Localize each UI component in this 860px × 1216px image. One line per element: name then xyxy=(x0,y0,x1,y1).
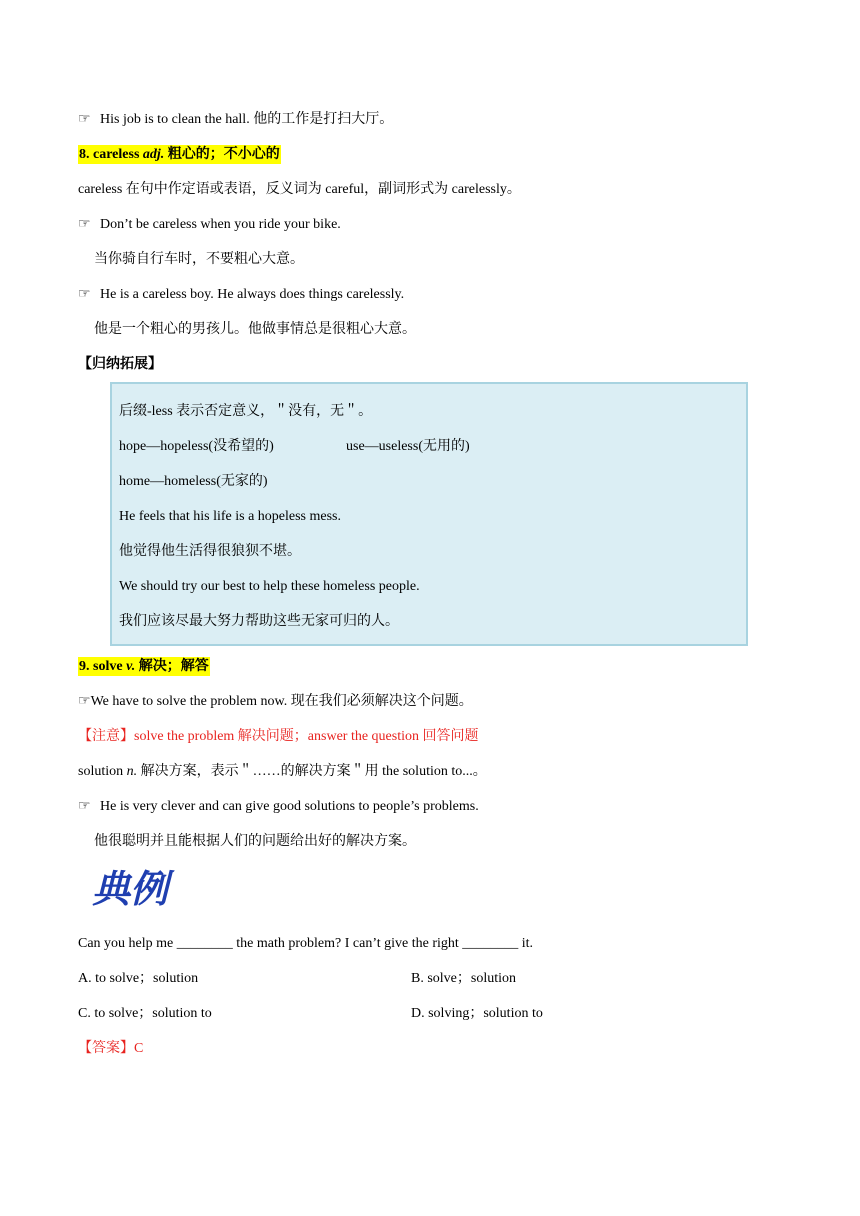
box-suffix-rule: 后缀-less 表示否定意义，＂没有，无＂。 xyxy=(119,404,373,419)
translation-careless-boy: 他是一个粗心的男孩儿。他做事情总是很粗心大意。 xyxy=(94,322,416,337)
careless-explanation: careless 在句中作定语或表语，反义词为 careful，副词形式为 carelessly。 xyxy=(78,182,521,197)
box-example-hope: hope—hopeless(没希望的) xyxy=(119,439,274,454)
pointing-hand-icon: ☞ xyxy=(78,799,91,814)
example-line-solve: ☞We have to solve the problem now. 现在我们必须解决这个问题。 xyxy=(78,694,473,709)
box-sentence-hopeless: He feels that his life is a hopeless mess. xyxy=(119,509,342,524)
option-d: D. solving；solution to xyxy=(411,1006,543,1021)
summary-box xyxy=(110,382,748,646)
example-line-careless-boy: ☞ He is a careless boy. He always does things carelessly. xyxy=(78,285,404,305)
heading-solve: 9. solve v. 解决；解答 xyxy=(79,659,209,674)
box-translation-homeless: 我们应该尽最大努力帮助这些无家可归的人。 xyxy=(119,614,399,629)
example-line-solutions: ☞ He is very clever and can give good solutions to people’s problems. xyxy=(78,797,479,817)
example-stamp-icon xyxy=(90,862,178,914)
answer-line: 【答案】C xyxy=(78,1041,144,1056)
example-line-hall: ☞ His job is to clean the hall. 他的工作是打扫大厅。 xyxy=(78,110,393,130)
question-line: Can you help me ________ the math problem? I can’t give the right ________ it. xyxy=(78,936,534,951)
note-line: 【注意】solve the problem 解决问题；answer the question 回答问题 xyxy=(78,729,479,744)
box-example-home: home—homeless(无家的) xyxy=(119,474,268,489)
solution-explanation: solution n. 解决方案，表示＂……的解决方案＂用 the solution to...。 xyxy=(78,764,487,779)
option-a: A. to solve；solution xyxy=(78,971,199,986)
pointing-hand-icon: ☞ xyxy=(78,287,91,302)
stamp-text: 典例 xyxy=(92,867,169,911)
pointing-hand-icon: ☞ xyxy=(78,217,91,232)
box-example-use: use—useless(无用的) xyxy=(346,439,470,454)
translation-solutions: 他很聪明并且能根据人们的问题给出好的解决方案。 xyxy=(94,834,416,849)
option-c: C. to solve；solution to xyxy=(78,1006,212,1021)
pointing-hand-icon: ☞ xyxy=(78,112,91,127)
example-line-bike: ☞ Don’t be careless when you ride your bike. xyxy=(78,215,341,235)
box-sentence-homeless: We should try our best to help these homeless people. xyxy=(119,579,420,594)
option-b: B. solve；solution xyxy=(411,971,517,986)
translation-bike: 当你骑自行车时，不要粗心大意。 xyxy=(94,252,304,267)
pointing-hand-icon: ☞ xyxy=(78,694,91,709)
box-translation-hopeless: 他觉得他生活得很狼狈不堪。 xyxy=(119,544,301,559)
summary-title: 【归纳拓展】 xyxy=(78,357,162,372)
heading-careless: 8. careless adj. 粗心的；不小心的 xyxy=(79,147,280,162)
